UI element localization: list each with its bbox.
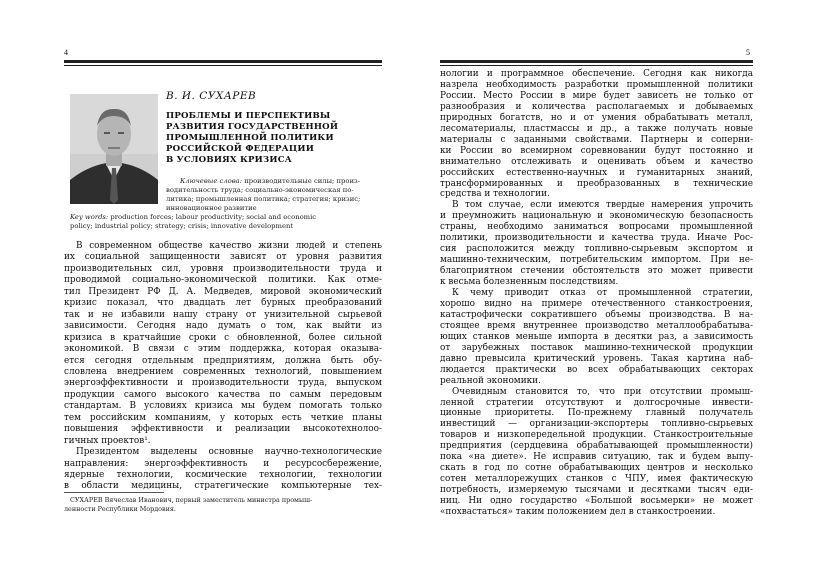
keywords-line: инновационное развитие [166, 204, 257, 212]
author-portrait [70, 94, 158, 204]
page-number: 4 [64, 48, 68, 57]
keywords-label: Ключевые слова: [180, 177, 243, 185]
body-line: ленной стратегии отсутствуют и долгосрочные инвести- [440, 397, 753, 408]
body-line: стоящее время внутреннее производство металлообрабатыва- [440, 320, 753, 331]
body-line: тем российским компаниям, у которых есть четкие планы [64, 412, 382, 423]
body-line: пока «на диете». Не исправив ситуацию, так и будем выпу- [440, 452, 753, 463]
header-rule-thin [440, 65, 753, 66]
page-number: 5 [746, 48, 750, 57]
body-line: ниц. Ни одно государство «Большой восьмерки» не может [440, 496, 753, 507]
body-line: назрела необходимость разработки промышленной политики [440, 79, 753, 90]
body-line: ционные приоритеты. По-прежнему главный получатель [440, 408, 753, 419]
title-line: РАЗВИТИЯ ГОСУДАРСТВЕННОЙ [166, 122, 339, 132]
body-line: повышения эффективности и реализации высокотехнолоо- [64, 424, 382, 435]
footnote-line: СУХАРЕВ Вячеслав Иванович, первый заместитель министра промыш- [70, 496, 313, 504]
title-line: РОССИЙСКОЙ ФЕДЕРАЦИИ [166, 144, 315, 154]
body-line: энергоэффективности и производительности труда, выпуском [64, 378, 382, 389]
portrait-photo [70, 94, 158, 204]
body-line: давно превысила критический уровень. Такая картина наб- [440, 353, 753, 364]
header-rule-thin [64, 65, 382, 66]
body-line: В том случае, если имеются твердые намерения упрочить [452, 200, 753, 211]
body-line: зависимости. Сегодня надо думать о том, как выйти из [64, 321, 382, 332]
header-rule [64, 60, 382, 63]
body-line: хорошо видно на примере отечественного станкостроения, [440, 298, 753, 309]
keywords-text: производительные силы; произ- [244, 177, 360, 185]
body-line: ется сегодня отдельным предприятиям, должна быть обу- [64, 355, 382, 366]
body-line: материалы с заданными свойствами. Партнеры и соперни- [440, 134, 753, 145]
body-line: товаров и низкопередельной продукции. Станкостроительные [440, 430, 753, 441]
body-line: благоприятном стечении обстоятельств это может привести [440, 266, 753, 277]
right-page [410, 0, 820, 580]
body-line: продукции самого высокого качества по самым передовым [64, 389, 382, 400]
body-line: «похвастаться» таким положением дел в станкостроении. [440, 507, 716, 517]
title-line: ПРОМЫШЛЕННОЙ ПОЛИТИКИ [166, 133, 334, 143]
body-line: людается практически во всех обрабатывающих секторах [440, 364, 753, 375]
body-line: разнообразия и количества располагаемых и добываемых [440, 101, 753, 112]
body-line: политики, производительности и качества труда. Иначе Рос- [440, 233, 753, 244]
body-line: так и не избавили нашу страну от унизительной сырьевой [64, 309, 382, 320]
body-line: сия расположится между топливно-сырьевым экспортом и [440, 244, 753, 255]
author-name: В. И. СУХАРЕВ [166, 90, 257, 102]
body-line: потребность, измеряемую тысячами и десятками тысяч еди- [440, 485, 753, 496]
body-line: тил Президент РФ Д. А. Медведев, мировой экономический [64, 286, 382, 297]
body-line: средства и технологии. [440, 189, 550, 200]
body-line: трансформированных и преобразованных в технические [440, 178, 753, 189]
body-line: машинно-техническим, потребительским импортом. При не- [440, 255, 753, 266]
body-line: внимательно отслеживать и оценивать объем и качество [440, 156, 753, 167]
body-line: стандартам. В условиях кризиса мы будем помогать только [64, 401, 382, 412]
body-line: ядерные технологии, космические технологии, технологии [64, 470, 382, 480]
body-line: Президентом выделены основные научно-технологические [76, 447, 382, 458]
body-line: инвестиций — организации-экспортеры топливно-сырьевых [440, 419, 753, 430]
keywords-label: Key words: [70, 213, 109, 221]
body-line: от зарубежных поставок машинно-технической продукции [440, 342, 753, 353]
body-line: и преумножить национальную и экономическую безопасность [440, 211, 753, 222]
body-line: в области медицины, стратегические компьютерные тех- [64, 481, 382, 492]
body-line: катастрофически сократившего объемы производства. В на- [440, 309, 753, 320]
body-line: предприятия (сердцевина обрабатывающей промышленности) [440, 441, 753, 452]
footnote-line: ленности Республики Мордовия. [64, 505, 176, 513]
body-line: ки России во всемирном соревновании будут постоянно и [440, 145, 753, 156]
title-line: В УСЛОВИЯХ КРИЗИСА [166, 155, 292, 165]
body-line: к весьма болезненным последствиям. [440, 277, 619, 288]
body-line: К чему приводит отказ от промышленной стратегии, [452, 288, 753, 298]
body-line: природных богатств, но и от умения обрабатывать металл, [440, 112, 753, 123]
body-line: скать в год по сотне обрабатывающих центров и несколько [440, 463, 753, 474]
header-rule [440, 60, 753, 63]
body-line: Очевидным становится то, что при отсутствии промыш- [452, 386, 753, 397]
body-line: гичных проектов¹. [64, 435, 151, 446]
keywords-line: литика; промышленная политика; стратегия; кризис; [166, 195, 361, 203]
body-line: сотен металлорежущих станков с ЧПУ, имея фактическую [440, 474, 753, 485]
body-line: экономикой. В связи с этим поддержка, которая оказыва- [64, 344, 382, 355]
body-line: ющих станков меньше импорта в десятки раз, а зависимость [440, 331, 753, 342]
keywords-line [180, 177, 360, 186]
body-line: реальной экономики. [440, 375, 541, 386]
body-line: лесоматериалы, пластмассы и др., а также получать новые [440, 123, 753, 134]
footnote-separator [64, 492, 164, 493]
body-line: страны, необходимо заниматься вопросами промышленной [440, 222, 753, 233]
keywords-line: policy; industrial policy; strategy; crisis; innovative development [70, 222, 294, 230]
body-line: В современном обществе качество жизни людей и степень [76, 241, 382, 251]
keywords-line [70, 213, 316, 222]
title-line: ПРОБЛЕМЫ И ПЕРСПЕКТИВЫ [166, 111, 331, 121]
body-line: кризис показал, что двадцать лет бурных преобразований [64, 298, 382, 309]
body-line: проводимой социально-экономической политики. Как отме- [64, 275, 382, 286]
body-line: словлена внедрением современных технологий, повышением [64, 366, 382, 377]
keywords-text: production forces; labour productivity; social and economic [110, 213, 317, 221]
body-line: их социальной защищенности зависят от уровня развития [64, 252, 382, 263]
body-line: России. Место России в мире будет зависеть не только от [440, 90, 753, 101]
body-line: производительных сил, уровня производительности труда и [64, 263, 382, 274]
body-line: российских естественно-научных и гуманитарных знаний, [440, 167, 753, 178]
body-line: кризиса в кратчайшие сроки с обновленной, более сильной [64, 332, 382, 343]
body-line: нологии и программное обеспечение. Сегодня как никогда [440, 69, 753, 79]
keywords-line: водительность труда; социально-экономическая по- [166, 186, 354, 194]
body-line: направления: энергоэффективность и ресурсосбережение, [64, 458, 382, 469]
